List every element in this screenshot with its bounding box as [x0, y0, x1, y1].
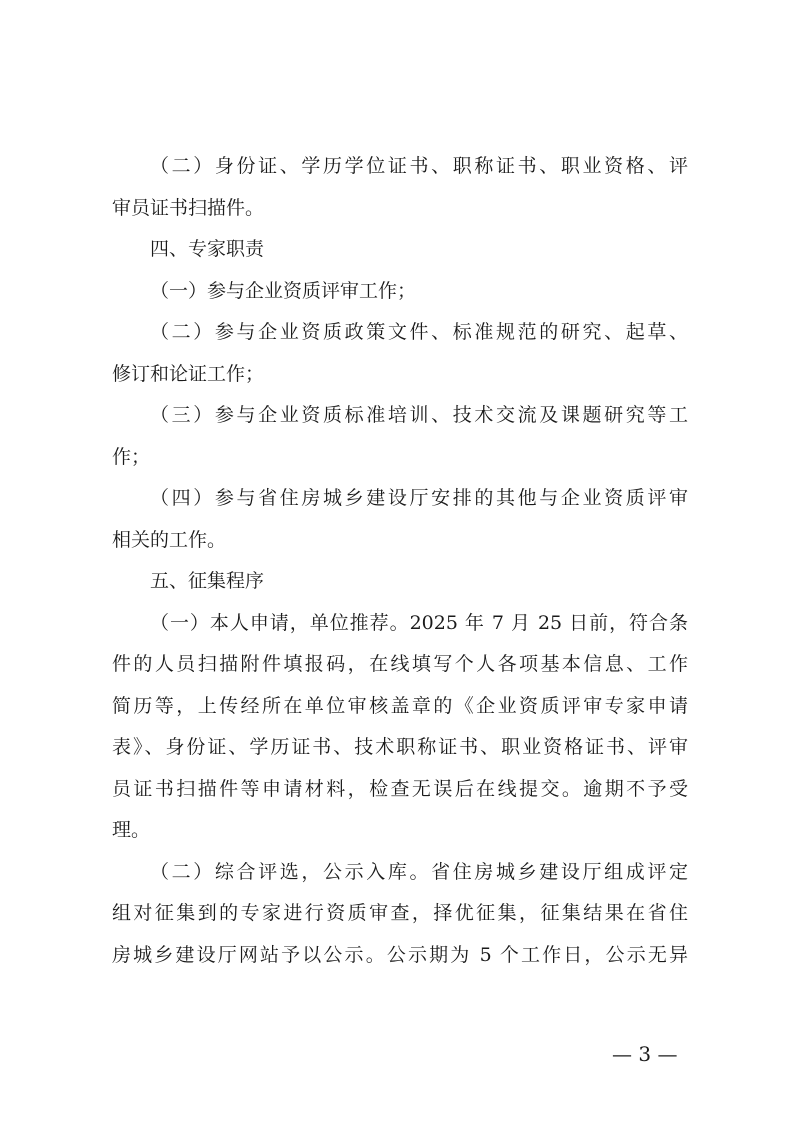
text-line: （一）本人申请，单位推荐。2025 年 7 月 25 日前，符合条 — [150, 611, 688, 634]
document-body — [112, 146, 688, 976]
page-number: — 3 — — [612, 1042, 678, 1066]
text-line: 件的人员扫描附件填报码，在线填写个人各项基本信息、工作 — [112, 653, 688, 675]
text-line: 理。 — [112, 819, 151, 841]
text-line: 相关的工作。 — [112, 528, 227, 551]
text-line: （三）参与企业资质标准培训、技术交流及课题研究等工 — [150, 404, 688, 426]
text-line: （一）参与企业资质评审工作； — [150, 279, 417, 302]
section-heading: 五、征集程序 — [150, 570, 265, 592]
text-line: 房城乡建设厅网站予以公示。公示期为 5 个工作日，公示无异 — [112, 943, 688, 966]
text-line: （二）参与企业资质政策文件、标准规范的研究、起草、 — [150, 321, 688, 343]
text-line: 员证书扫描件等申请材料，检查无误后在线提交。逾期不予受 — [112, 777, 688, 800]
text-line: （二）身份证、学历学位证书、职称证书、职业资格、评 — [150, 155, 688, 177]
text-line: 修订和论证工作； — [112, 362, 265, 385]
section-heading: 四、专家职责 — [150, 238, 265, 260]
text-line: 组对征集到的专家进行资质审查，择优征集，征集结果在省住 — [112, 902, 688, 924]
text-line: 简历等，上传经所在单位审核盖章的《企业资质评审专家申请 — [112, 694, 688, 717]
text-line: （二）综合评选，公示入库。省住房城乡建设厅组成评定 — [150, 860, 688, 883]
text-line: （四）参与省住房城乡建设厅安排的其他与企业资质评审 — [150, 487, 688, 509]
text-line: 作； — [112, 445, 151, 468]
text-line: 表》、身份证、学历证书、技术职称证书、职业资格证书、评审 — [112, 736, 688, 758]
text-line: 审员证书扫描件。 — [112, 196, 265, 219]
